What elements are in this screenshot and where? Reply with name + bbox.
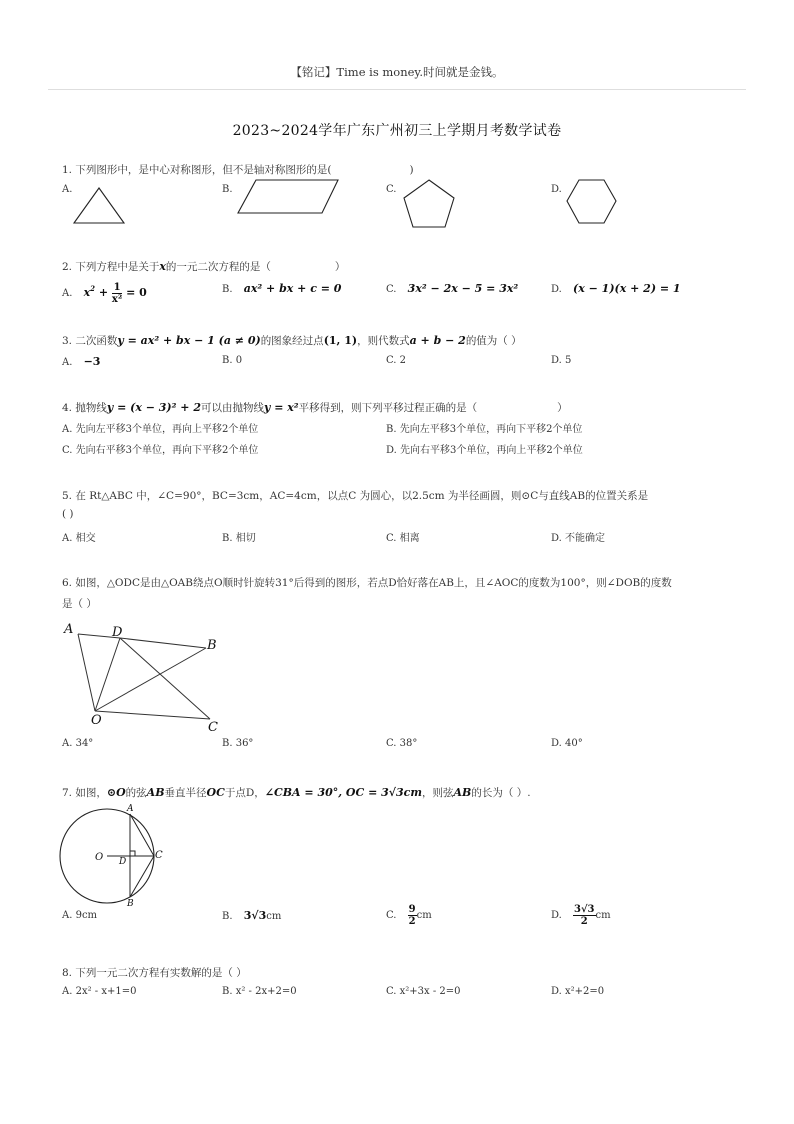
q7-option-c: [386, 904, 432, 927]
q6-segment-DB: [120, 638, 206, 648]
q7-option-b: [222, 909, 281, 922]
q6-segment-AO: [78, 634, 95, 711]
q3-option-a-value: −3: [83, 355, 101, 368]
q3-function-formula: y = ax² + bx − 1 (a ≠ 0): [117, 334, 261, 347]
q2-option-a: [62, 282, 147, 305]
q1-option-a-label: A.: [62, 184, 73, 195]
q6-option-a: A. 34°: [62, 738, 94, 749]
q1-option-b-label: B.: [222, 184, 233, 195]
q7-option-d-fraction: [573, 904, 596, 927]
q7-given-conditions: ∠CBA = 30°, OC = 3√3cm: [264, 786, 423, 799]
q7-radius-OC: OC: [206, 786, 225, 799]
q7-right-angle-mark: [130, 851, 135, 856]
q1-option-c-pentagon: [400, 176, 460, 232]
q2-option-d-equation: (x − 1)(x + 2) = 1: [573, 282, 681, 295]
q5-stem: 5. 在 Rt△ABC 中，∠C=90°，BC=3cm，AC=4cm，以点C 为圆心，以2.5cm 为半径画圆，则⊙C与直线AB的位置关系是: [62, 490, 649, 502]
q7-chord-AB: AB: [146, 786, 165, 799]
q2-option-d-label: D.: [551, 284, 562, 295]
q6-segment-OB: [95, 648, 206, 711]
q3-option-a-label: A.: [62, 357, 73, 368]
q2-variable: x: [159, 260, 166, 273]
q3-option-b: B. 0: [222, 355, 243, 366]
q6-label-D: D: [112, 625, 123, 640]
q7-option-b-value: 3√3: [243, 909, 267, 922]
q2-option-d: [551, 282, 681, 295]
q1-stem-text: 1. 下列图形中，是中心对称图形，但不是轴对称图形的是(: [62, 164, 332, 176]
q6-segment-OD: [95, 638, 120, 711]
q4-stem-part2: 可以由抛物线: [200, 402, 264, 414]
q4-stem-part1: 4. 抛物线: [62, 402, 107, 414]
q2-option-a-label: A.: [62, 288, 73, 299]
q2-stem-part2: 的一元二次方程的是（: [165, 261, 271, 273]
q4-option-a: A. 先向左平移3个单位，再向上平移2个单位: [62, 424, 259, 435]
q6-option-b: B. 36°: [222, 738, 254, 749]
q2-option-a-plus: +: [95, 286, 112, 299]
q7-stem-part6: 的长为（ ）.: [471, 787, 531, 799]
q6-segment-DC: [120, 638, 210, 719]
header-divider: [48, 89, 746, 90]
q7-label-B: B: [127, 899, 134, 909]
q2-option-a-numerator: 1: [113, 282, 121, 293]
q7-label-D: D: [119, 857, 127, 867]
q2-option-a-equals: = 0: [122, 286, 147, 299]
q7-stem-part3: 垂直半径: [164, 787, 207, 799]
q7-stem-part4: 于点D，: [224, 787, 265, 799]
q2-option-b: [222, 282, 341, 295]
q7-option-c-unit: cm: [416, 910, 432, 921]
q5-stem-answer-parens: ( ): [62, 508, 74, 520]
q1-option-b-parallelogram: [234, 176, 344, 218]
q1-option-d-hexagon: [564, 178, 620, 228]
q6-label-A: A: [64, 622, 74, 637]
q7-option-a: A. 9cm: [62, 910, 98, 921]
q7-option-c-label: C.: [386, 910, 397, 921]
q6-label-C: C: [208, 720, 218, 735]
q2-option-a-exp: 2: [90, 284, 96, 293]
q7-option-d-denominator: 2: [580, 916, 588, 927]
q7-segment-AC: [130, 814, 154, 856]
q2-option-a-denominator: x²: [111, 294, 123, 305]
q6-stem-answer-parens: 是（ ）: [62, 598, 97, 610]
q7-label-O: O: [95, 852, 104, 863]
q4-option-c: C. 先向右平移3个单位，再向下平移2个单位: [62, 445, 259, 456]
q8-option-c: C. x²+3x - 2=0: [386, 986, 461, 997]
q4-close-paren: ）: [557, 402, 568, 414]
q3-expression: a + b − 2: [409, 334, 466, 347]
q1-close-paren: ): [409, 164, 414, 176]
q6-option-c: C. 38°: [386, 738, 418, 749]
q5-option-c: C. 相离: [386, 533, 420, 544]
q3-option-c: C. 2: [386, 355, 407, 366]
q3-stem-part1: 3. 二次函数: [62, 335, 118, 347]
q2-stem: [62, 259, 345, 274]
q7-option-d-unit: cm: [595, 910, 611, 921]
q8-option-a: A. 2x² - x+1=0: [62, 986, 137, 997]
q7-stem-part2: 的弦: [125, 787, 147, 799]
q3-stem: [62, 333, 522, 348]
q4-parabola-1: y = (x − 3)² + 2: [106, 401, 201, 414]
q4-option-d: D. 先向右平移3个单位，再向上平移2个单位: [386, 445, 583, 456]
q6-stem: 6. 如图，△ODC是由△OAB绕点O顺时针旋转31°后得到的图形，若点D恰好落在AB上，且∠AOC的度数为100°，则∠DOB的度数: [62, 577, 672, 589]
q7-option-d-label: D.: [551, 910, 562, 921]
q7-option-c-numerator: 9: [408, 904, 416, 915]
q4-stem: [62, 400, 568, 415]
q1-option-c-label: C.: [386, 184, 397, 195]
q5-option-b: B. 相切: [222, 533, 256, 544]
q7-chord-AB-2: AB: [453, 786, 472, 799]
q2-stem-part1: 2. 下列方程中是关于: [62, 261, 160, 273]
q5-option-a: A. 相交: [62, 533, 96, 544]
q7-option-c-fraction: [408, 904, 417, 927]
q8-option-d: D. x²+2=0: [551, 986, 605, 997]
q1-option-d-label: D.: [551, 184, 562, 195]
q2-option-c-equation: 3x² − 2x − 5 = 3x²: [407, 282, 519, 295]
q7-circle-figure: [56, 800, 176, 910]
q6-option-d: D. 40°: [551, 738, 583, 749]
exam-title: 2023~2024学年广东广州初三上学期月考数学试卷: [232, 123, 562, 139]
q6-rotation-figure: [58, 616, 228, 736]
q2-option-c: [386, 282, 518, 295]
q7-stem-part1: 7. 如图，: [62, 787, 107, 799]
q2-option-b-equation: ax² + bx + c = 0: [243, 282, 342, 295]
q7-label-A: A: [127, 804, 134, 814]
q3-stem-part4: 的值为（ ）: [465, 335, 522, 347]
q3-option-d: D. 5: [551, 355, 572, 366]
q7-option-d: [551, 904, 611, 927]
q7-option-d-numerator: 3√3: [574, 904, 595, 915]
q2-option-a-x: x: [83, 286, 91, 299]
q3-stem-part2: 的图象经过点: [260, 335, 324, 347]
q7-option-b-label: B.: [222, 911, 233, 922]
q7-segment-CB: [130, 856, 154, 897]
q6-label-B: B: [207, 638, 217, 653]
q6-label-O: O: [91, 713, 102, 728]
q7-stem-part5: ，则弦: [422, 787, 454, 799]
q1-stem: [62, 162, 414, 177]
q7-stem: [62, 785, 531, 800]
q7-option-c-denominator: 2: [408, 916, 416, 927]
q6-segment-OC: [95, 711, 210, 719]
q2-option-c-label: C.: [386, 284, 397, 295]
q4-stem-part3: 平移得到，则下列平移过程正确的是（: [298, 402, 478, 414]
q5-option-d: D. 不能确定: [551, 533, 606, 544]
q8-stem: 8. 下列一元二次方程有实数解的是（ ）: [62, 967, 247, 979]
q4-option-b: B. 先向左平移3个单位，再向下平移2个单位: [386, 424, 583, 435]
q3-stem-part3: ，则代数式: [357, 335, 410, 347]
q8-option-b: B. x² - 2x+2=0: [222, 986, 297, 997]
q2-option-b-label: B.: [222, 284, 233, 295]
q7-label-C: C: [155, 850, 163, 861]
page-header-motto: 【铭记】Time is money.时间就是金钱。: [290, 65, 504, 79]
q3-option-a: [62, 355, 100, 368]
q2-option-a-fraction: [112, 282, 122, 305]
q4-parabola-2: y = x²: [263, 401, 299, 414]
q7-option-b-unit: cm: [266, 911, 282, 922]
q3-point: (1, 1): [323, 334, 358, 347]
q7-circle-symbol: ⊙O: [106, 786, 126, 799]
q1-option-a-triangle: [70, 184, 130, 228]
q2-close-paren: ）: [334, 261, 346, 273]
